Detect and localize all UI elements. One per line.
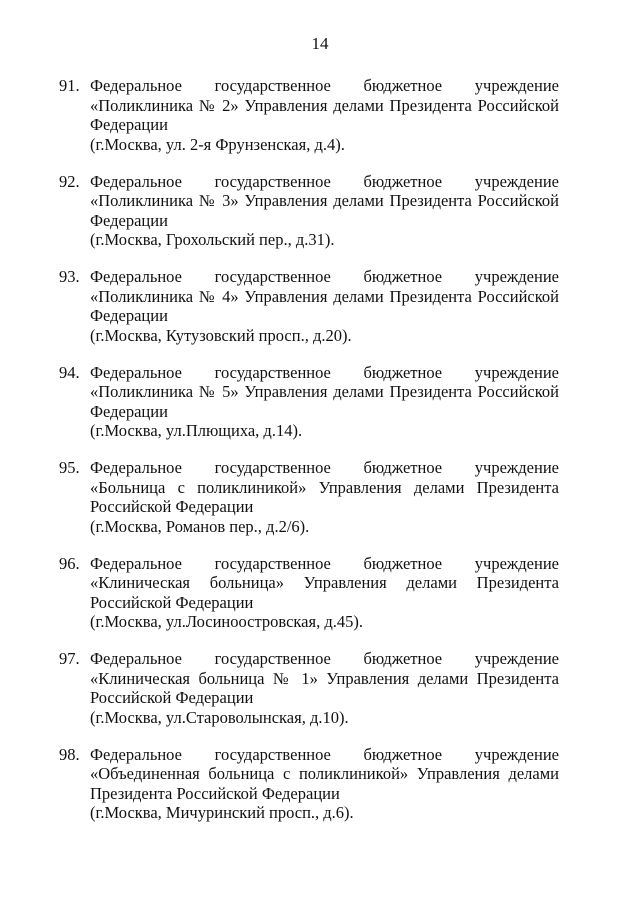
list-item — [0, 458, 640, 554]
item-number: 97. — [59, 649, 80, 668]
institution-address: (г.Москва, ул.Лосиноостровская, д.45). — [90, 612, 363, 632]
institution-list — [0, 76, 640, 840]
list-item — [0, 267, 640, 363]
institution-name-end: Федерации — [90, 306, 168, 326]
institution-type: Федеральное государственное бюджетное учреждение — [90, 171, 559, 191]
item-number: 93. — [59, 267, 80, 286]
item-text — [90, 76, 559, 154]
institution-name: «Больница с поликлиникой» Управления делами Президента — [90, 477, 559, 497]
institution-name: «Поликлиника № 3» Управления делами Президента Российской — [90, 191, 559, 211]
list-item — [0, 172, 640, 268]
item-number: 95. — [59, 458, 80, 477]
item-text — [90, 745, 559, 823]
institution-address: (г.Москва, Грохольский пер., д.31). — [90, 230, 335, 250]
page-number: 14 — [311, 34, 329, 53]
institution-address: (г.Москва, Романов пер., д.2/6). — [90, 516, 310, 536]
institution-type: Федеральное государственное бюджетное учреждение — [90, 744, 559, 764]
institution-name-end: Российской Федерации — [90, 688, 254, 708]
institution-type: Федеральное государственное бюджетное учреждение — [90, 76, 559, 95]
institution-name: «Поликлиника № 4» Управления делами Президента Российской — [90, 286, 559, 306]
list-item — [0, 76, 640, 172]
item-text — [90, 267, 559, 345]
institution-address: (г.Москва, Мичуринский просп., д.6). — [90, 803, 354, 823]
item-number: 94. — [59, 362, 80, 382]
institution-name: «Клиническая больница № 1» Управления делами Президента — [90, 668, 559, 688]
item-text — [90, 172, 559, 250]
institution-type: Федеральное государственное бюджетное учреждение — [90, 553, 559, 573]
institution-address: (г.Москва, Кутузовский просп., д.20). — [90, 325, 352, 345]
institution-name: «Клиническая больница» Управления делами Президента — [90, 573, 559, 593]
institution-name: «Поликлиника № 2» Управления делами Президента Российской — [90, 95, 559, 115]
item-number: 91. — [59, 76, 80, 95]
institution-name-end: Президента Российской Федерации — [90, 783, 340, 803]
item-number: 96. — [59, 553, 80, 573]
item-text — [90, 554, 559, 632]
institution-name: «Поликлиника № 5» Управления делами Президента Российской — [90, 382, 559, 402]
institution-address: (г.Москва, ул.Плющиха, д.14). — [90, 421, 303, 441]
institution-name-end: Российской Федерации — [90, 592, 254, 612]
institution-address: (г.Москва, ул. 2-я Фрунзенская, д.4). — [90, 134, 345, 154]
institution-name-end: Федерации — [90, 401, 168, 421]
list-item — [0, 649, 640, 745]
institution-type: Федеральное государственное бюджетное учреждение — [90, 267, 559, 286]
item-number: 98. — [59, 744, 80, 764]
institution-name-end: Российской Федерации — [90, 497, 254, 517]
institution-type: Федеральное государственное бюджетное учреждение — [90, 649, 559, 668]
item-text — [90, 458, 559, 536]
institution-name-end: Федерации — [90, 210, 168, 230]
item-number: 92. — [59, 171, 80, 191]
item-text — [90, 649, 559, 727]
institution-name-end: Федерации — [90, 115, 168, 135]
list-item — [0, 363, 640, 459]
item-text — [90, 363, 559, 441]
list-item — [0, 745, 640, 841]
institution-type: Федеральное государственное бюджетное учреждение — [90, 458, 559, 477]
institution-address: (г.Москва, ул.Староволынская, д.10). — [90, 707, 349, 727]
institution-name: «Объединенная больница с поликлиникой» Управления делами — [90, 764, 559, 784]
institution-type: Федеральное государственное бюджетное учреждение — [90, 362, 559, 382]
list-item — [0, 554, 640, 650]
